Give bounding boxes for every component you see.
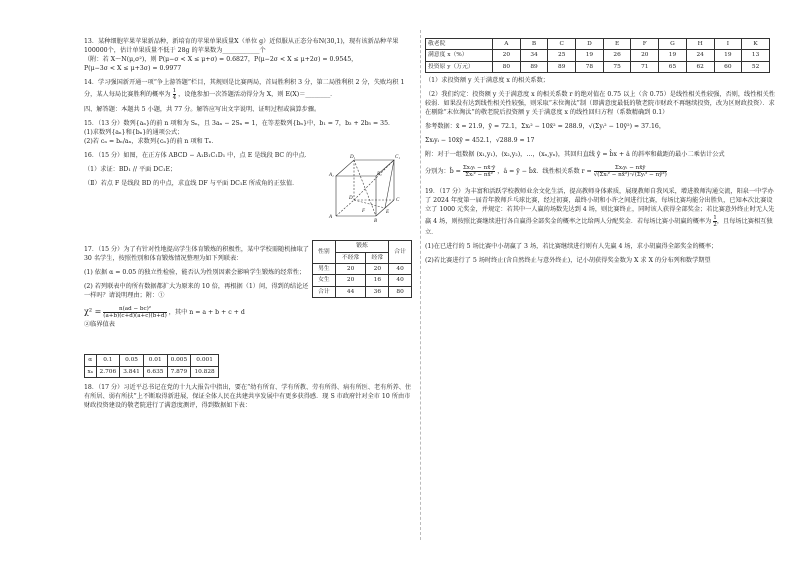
- q16-head: 16．（15 分）如图，在正方体 ABCD − A₁B₁C₁D₁ 中，点 E 是线段 BC 的中点．: [84, 152, 311, 160]
- b-hat-den: Σxᵢ² − nx̄²: [465, 172, 493, 179]
- label-a1: A₁: [329, 173, 334, 179]
- cell: 40: [389, 263, 412, 274]
- diagonal-bd1: [354, 160, 376, 216]
- cell: 78: [576, 61, 604, 72]
- cell: 89: [548, 61, 576, 72]
- row-label: 女生: [313, 275, 336, 286]
- q19-part2: (2)若比赛进行了 5 场时终止(含自然终止与意外终止)，记小胡获得奖金数为 X 求 X 的分布列和数学期望: [425, 256, 711, 264]
- q18-part1: （1）求投资额 y 关于满意度 x 的相关系数；: [425, 77, 549, 85]
- q18-ref3: 附：对于一组数据 (x₁,y₁)，(x₂,y₂)，…，(xₙ,yₙ)，其回归直线 ŷ = b̂x + â 的斜率和截距的最小二乘估计公式: [425, 151, 725, 159]
- label-c1: C₁: [395, 155, 401, 161]
- formula-tail: ，其中 n = a + b + c + d: [168, 309, 245, 317]
- q13-text: 13．某种细胞苹果苹果新品种，新培育的苹果单果质量X（单位 g）近似服从正态分布N(30,1)，现有该新品种苹果100000个，估计单果质量不低于 28g 的苹果数为: [84, 38, 399, 54]
- cell: 36: [366, 286, 389, 297]
- q17-part2: (2) 若列联表中的所有数据都扩大为原来的 10 倍，再根据（1）问，得到的结论还一样吗？请说明理由；附：①: [84, 283, 309, 300]
- crit-label: ②临界值表: [84, 321, 115, 329]
- r-fraction: [594, 165, 667, 178]
- q14-fraction: [173, 88, 177, 101]
- cell: B: [520, 39, 548, 50]
- table-row: [313, 275, 412, 286]
- cell: C: [548, 39, 576, 50]
- cell: 7.879: [167, 366, 191, 377]
- formula-fraction: [103, 306, 166, 319]
- cell: 75: [603, 61, 631, 72]
- cell: 89: [520, 61, 548, 72]
- cell: K: [742, 39, 770, 50]
- q14-frac-num: 1: [172, 87, 177, 94]
- right-column: [425, 38, 775, 271]
- r-den: √(Σxᵢ² − nx̄²)·√(Σyᵢ² − nȳ²): [593, 172, 667, 179]
- cube-hidden-edge: [336, 200, 354, 216]
- cell: 19: [576, 50, 604, 61]
- cell: 80: [493, 61, 521, 72]
- cell: G: [659, 39, 687, 50]
- question-17: [84, 243, 414, 354]
- critical-value-table: [84, 354, 219, 378]
- cell: 71: [631, 61, 659, 72]
- cell: 0.05: [120, 355, 144, 366]
- q18-ref2: Σxᵢyᵢ − 10x̄ȳ = 452.1，√288.9 ≈ 17: [425, 137, 535, 145]
- table-row: [426, 39, 770, 50]
- q16-part1: （1）求证：BD₁ // 平面 DC₁E；: [84, 166, 177, 174]
- question-16: [84, 152, 414, 228]
- cell: A: [493, 39, 521, 50]
- cell: 52: [742, 61, 770, 72]
- label-d: D: [349, 196, 353, 202]
- q19-part1: (1)在已进行的 5 场比赛中小胡赢了 3 场，若比赛继续进行则有人先赢 4 场，求小胡赢得全部奖金的概率；: [425, 242, 718, 250]
- cell: 60: [714, 61, 742, 72]
- alpha-label: α: [85, 355, 97, 366]
- label-a: A: [329, 215, 333, 221]
- cell: 40: [389, 275, 412, 286]
- cell: 20: [366, 263, 389, 274]
- cell: 19: [714, 50, 742, 61]
- table-row: [426, 61, 770, 72]
- cell: 0.005: [167, 355, 191, 366]
- q15-head: 15．（13 分）数列{aₙ}的前 n 项和为 Sₙ，且 3aₙ − 2Sₙ = 1，在等差数列{bₙ}中，b₁ = 7，b₃ + 2b₅ = 35．: [84, 120, 395, 128]
- cell: 20: [335, 263, 366, 274]
- line-de: [354, 200, 385, 208]
- table-row: [85, 366, 219, 377]
- ref4a: 分别为：b̂ =: [425, 168, 461, 176]
- q17-part1: (1) 依据 α = 0.05 的独立性检验，能否认为性别因素会影响学生锻炼的经常性；: [84, 269, 306, 277]
- cell: 0.01: [143, 355, 167, 366]
- column-divider: [420, 30, 421, 540]
- formula-lhs: χ² =: [84, 307, 102, 317]
- col-header: 不经常: [335, 252, 366, 263]
- label-f: F: [362, 209, 366, 215]
- table-row: [313, 286, 412, 297]
- cell: 0.001: [191, 355, 219, 366]
- cell: E: [603, 39, 631, 50]
- total-header: 合计: [389, 241, 412, 264]
- cell: 0.1: [96, 355, 120, 366]
- row-label: 投资原 y（万元）: [426, 61, 493, 72]
- question-15: [84, 120, 414, 147]
- r-num: Σxᵢyᵢ − nx̄ȳ: [594, 165, 667, 172]
- q17-formula: [84, 306, 310, 319]
- formula-num: n(ad − bc)²: [103, 306, 166, 313]
- cube-top-face: [336, 160, 394, 176]
- question-18: 18．（17 分）习近平总书记在党的十九大报告中指出，要在“幼有所育、学有所教、劳有所得、病有所医、老有所养、住有所居、弱有所扶”上不断取得新进展，保证全体人民在共建共享发展中有更多获得感．现 S 市政府针对全市 10 所由市财政投资建设的敬老院进行了满意度测评，得到数据如下表：: [84, 383, 412, 409]
- q19-frac-den: 2: [713, 222, 717, 229]
- nursing-home-table: [425, 38, 770, 73]
- cell: 10.828: [191, 366, 219, 377]
- q15-part2: (2)若 cₙ = bₙ/aₙ，求数列{cₙ}的前 n 项和 Tₙ．: [84, 138, 218, 146]
- cell: 2.706: [96, 366, 120, 377]
- label-b1: B₁: [377, 172, 382, 178]
- cell: 80: [389, 286, 412, 297]
- cell: 24: [686, 50, 714, 61]
- cell: 16: [366, 275, 389, 286]
- q18-formulas: [425, 165, 775, 178]
- cell: D: [576, 39, 604, 50]
- q19-frac-num: 1: [713, 215, 717, 222]
- x-label: xₐ: [85, 366, 97, 377]
- q13-note: （附：若 X～N(μ,σ²)，则 P(μ−σ < X ≤ μ+σ) = 0.6827，P(μ−2σ < X ≤ μ+2σ) = 0.9545，: [84, 55, 358, 63]
- label-d1: D₁: [350, 155, 356, 161]
- cell: 20: [631, 50, 659, 61]
- question-19: [425, 188, 775, 237]
- q19-tail: ，且每场比赛相互独立．: [425, 218, 773, 236]
- cell: I: [714, 39, 742, 50]
- col-header: 经常: [366, 252, 389, 263]
- table-row: [85, 355, 219, 366]
- q14-text: 14．学习强国新开通一项“争上游答题”栏目，其规则是比赛两局，首局胜利积 3 分，第二局胜利积 2 分，失败均积 1 分，某人每局比赛胜利的概率为: [84, 78, 405, 99]
- q14-text2: ，设他参加一次答题活动得分为 X，则 E(X)＝: [178, 91, 306, 99]
- cell: 62: [686, 61, 714, 72]
- row-label: 满意度 x（%）: [426, 50, 493, 61]
- cell: 65: [659, 61, 687, 72]
- q16-part2: （Ⅱ）若点 F 是线段 BD 的中点，求直线 DF 与平面 DC₁E 所成角的正弦值．: [84, 180, 299, 188]
- gender-header: 性别: [313, 241, 336, 264]
- section-4-heading: 四、解答题：本题共 5 小题，共 77 分。解答应写出文字说明、证明过程或演算步骤。: [84, 106, 321, 114]
- contingency-table: [312, 240, 412, 298]
- cell: 25: [548, 50, 576, 61]
- row-label: 男生: [313, 263, 336, 274]
- cell: 34: [520, 50, 548, 61]
- q13-note2: P(μ−3σ < X ≤ μ+3σ) = 0.9977: [84, 64, 182, 72]
- cube-figure: [324, 146, 404, 226]
- question-14: [84, 79, 414, 101]
- table-row: [313, 263, 412, 274]
- label-c: C: [396, 198, 400, 204]
- table-row: [426, 50, 770, 61]
- b-hat-num: Σxᵢyᵢ − nx̄·ȳ: [462, 165, 496, 172]
- formula-den: (a+b)(c+d)(a+c)(b+d): [103, 313, 167, 320]
- q18-ref: 参考数据：x̄ = 21.9，ȳ = 72.1，Σxᵢ² − 10x̄² = 288.9，√(Σyᵢ² − 10ȳ²) ≈ 37.16，: [425, 123, 666, 131]
- q15-part1: (1)求数列{aₙ}和{bₙ}的通项公式；: [84, 129, 184, 137]
- exercise-header: 锻炼: [335, 241, 388, 252]
- cell: 19: [659, 50, 687, 61]
- cell: 44: [335, 286, 366, 297]
- cell: 26: [603, 50, 631, 61]
- label-e: E: [386, 210, 390, 216]
- cell: 6.635: [143, 366, 167, 377]
- q14-frac-den: 4: [172, 95, 177, 102]
- row-label: 合计: [313, 286, 336, 297]
- ref4b: ，â = ȳ − b̂x̄．线性相关系数 r =: [497, 168, 592, 176]
- cell: 20: [335, 275, 366, 286]
- question-13: [84, 38, 414, 74]
- line-dc1: [354, 160, 394, 200]
- b-hat-fraction: [463, 165, 495, 178]
- q17-head: 17．（15 分）为了有针对性地提高学生体育锻炼的积极性，某中学校需随机抽取了 30 名学生，按照性别和体育锻炼情况整理为如下列联表：: [84, 246, 309, 263]
- cell: 20: [493, 50, 521, 61]
- q19-text: 19．（17 分）为丰富和活跃学校教师业余文化生活，提高教师身体素质，展现教师自我风采，增进教师沟通交流，阳泉一中学办了 2024 年度第一届青年教师乒乓球比赛，经过初赛，最终小胡和小许之间进行比赛，每场比赛均能分出胜负，已知本次比赛设立了 1000 元奖金，并规定：若其中一人赢的场数先达到 4 场，则比赛终止，同时该人获得全部奖金；若比赛意外终止时无人先赢 4 场，则按照比赛继续进行各自赢得全部奖金的概率之比给两人分配奖金．若每场比赛小胡赢的概率为: [425, 188, 775, 226]
- cell: 3.841: [120, 366, 144, 377]
- left-column: [84, 38, 414, 416]
- q14-blank: ________．: [305, 91, 337, 99]
- label-b: B: [374, 219, 378, 225]
- q13-blank: ____________个: [222, 46, 266, 54]
- cell: 13: [742, 50, 770, 61]
- row-label: 敬老院: [426, 39, 493, 50]
- q18-part2: （2）我们约定：投资额 y 关于满意度 x 的相关系数 r 的绝对值在 0.75 以上（含 0.75）是线性相关性较强，否则，线性相关性较弱．如果没有达到线性相关性较强，则采取“末位淘汰”制（即满意度最低的敬老院市财政不再继续投资，改为区财政投资）．求在剔除“末位淘汰”的敬老院后投资额 y 关于满意度 x 的线性回归方程（系数精确到 0.1）: [425, 91, 775, 117]
- cell: F: [631, 39, 659, 50]
- cell: H: [686, 39, 714, 50]
